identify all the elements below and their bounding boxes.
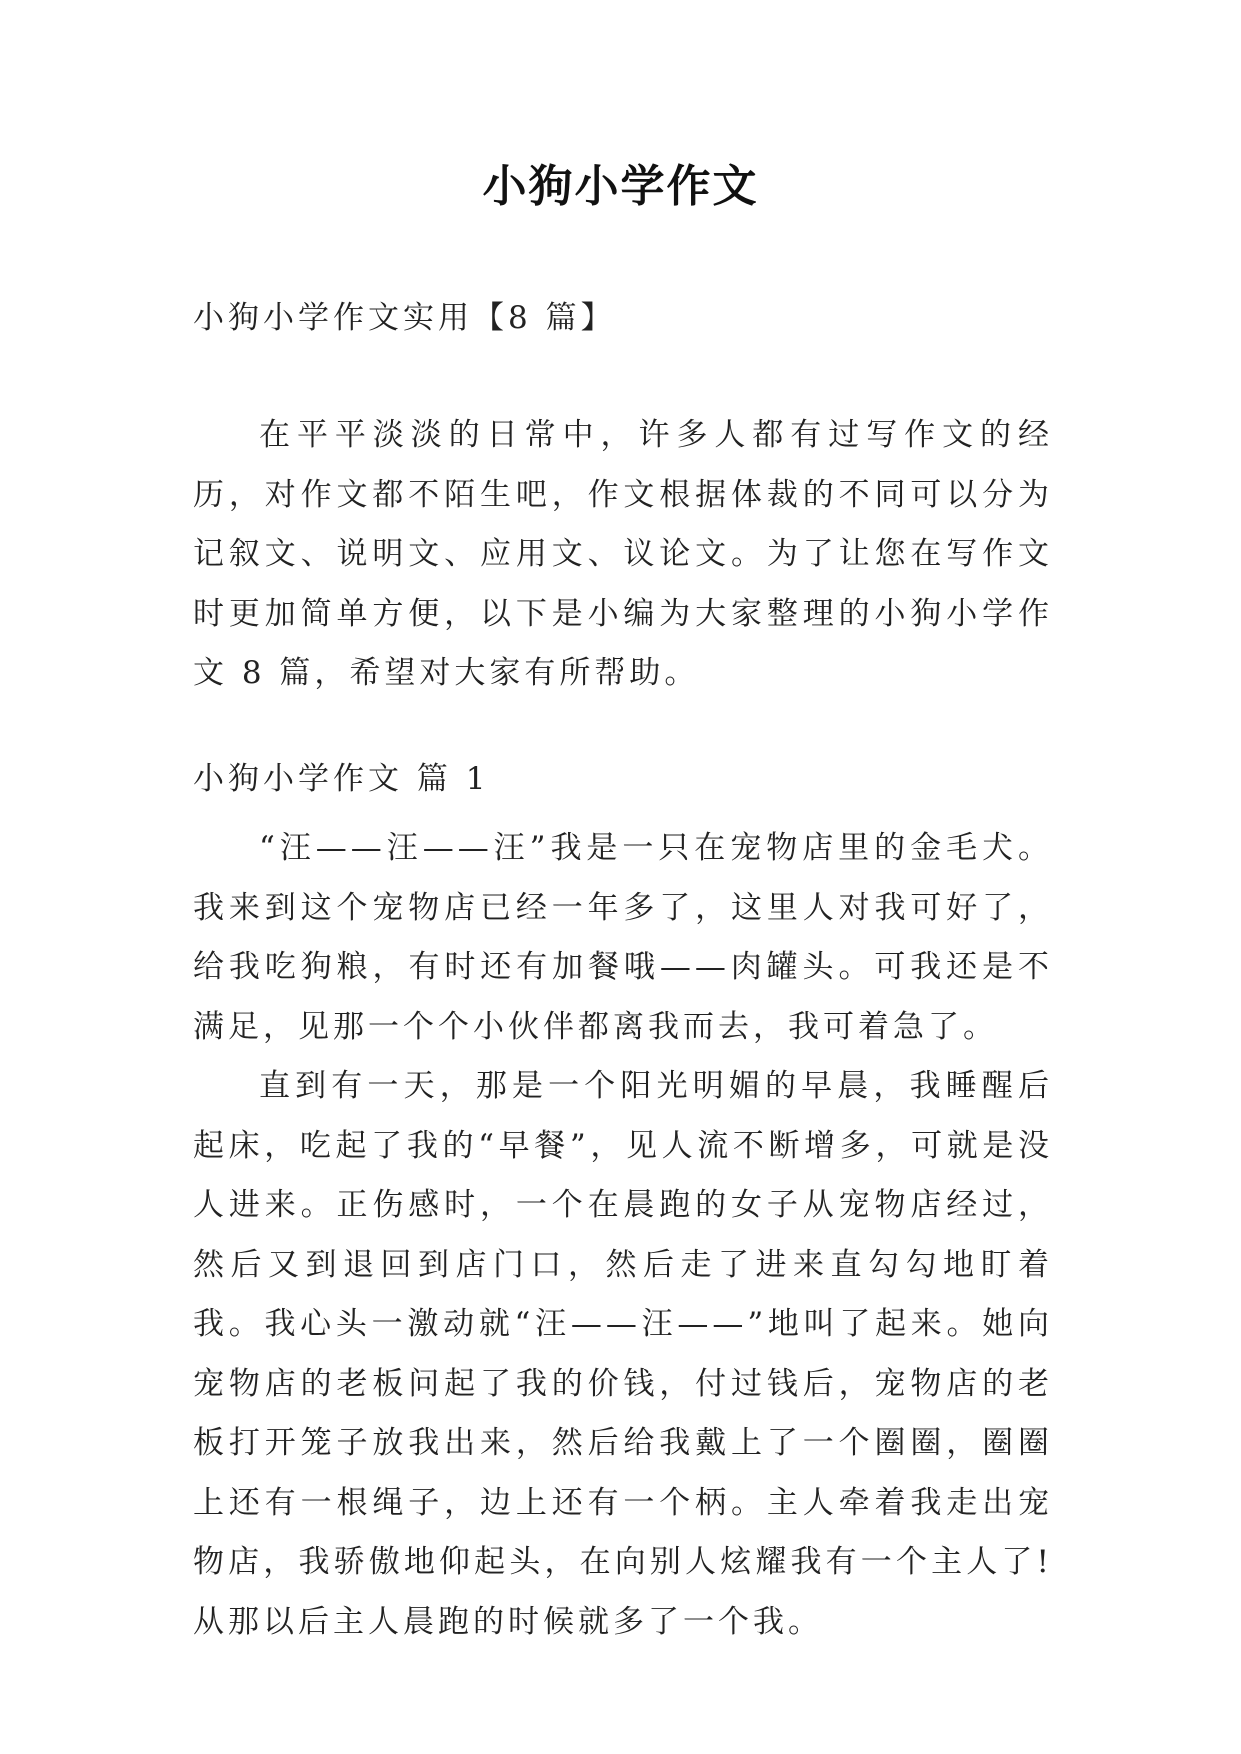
article-paragraph: 直到有一天，那是一个阳光明媚的早晨，我睡醒后起床，吃起了我的“早餐”，见人流不断增多，可就是没人进来。正伤感时，一个在晨跑的女子从宠物店经过，然后又到退回到店门口，然后走了进来直勾勾地盯着我。我心头一激动就“汪——汪——”地叫了起来。她向宠物店的老板问起了我的价钱，付过钱后，宠物店的老板打开笼子放我出来，然后给我戴上了一个圈圈，圈圈上还有一根绳子，边上还有一个柄。主人牵着我走出宠物店，我骄傲地仰起头，在向别人炫耀我有一个主人了!从那以后主人晨跑的时候就多了一个我。	[193, 1068, 1053, 1640]
intro-paragraph: 在平平淡淡的日常中，许多人都有过写作文的经历，对作文都不陌生吧，作文根据体裁的不同可以分为记叙文、说明文、应用文、议论文。为了让您在写作文时更加简单方便，以下是小编为大家整理的小狗小学作文 8 篇，希望对大家有所帮助。	[193, 417, 1053, 691]
section-heading: 小狗小学作文 篇 1	[193, 761, 490, 797]
article-paragraph: “汪——汪——汪”我是一只在宠物店里的金毛犬。我来到这个宠物店已经一年多了，这里人对我可好了，给我吃狗粮，有时还有加餐哦——肉罐头。可我还是不满足，见那一个个小伙伴都离我而去，我可着急了。	[193, 830, 1053, 1045]
document-title: 小狗小学作文	[482, 161, 759, 212]
document-subtitle: 小狗小学作文实用【8 篇】	[193, 300, 616, 336]
article-body	[193, 819, 1053, 1652]
